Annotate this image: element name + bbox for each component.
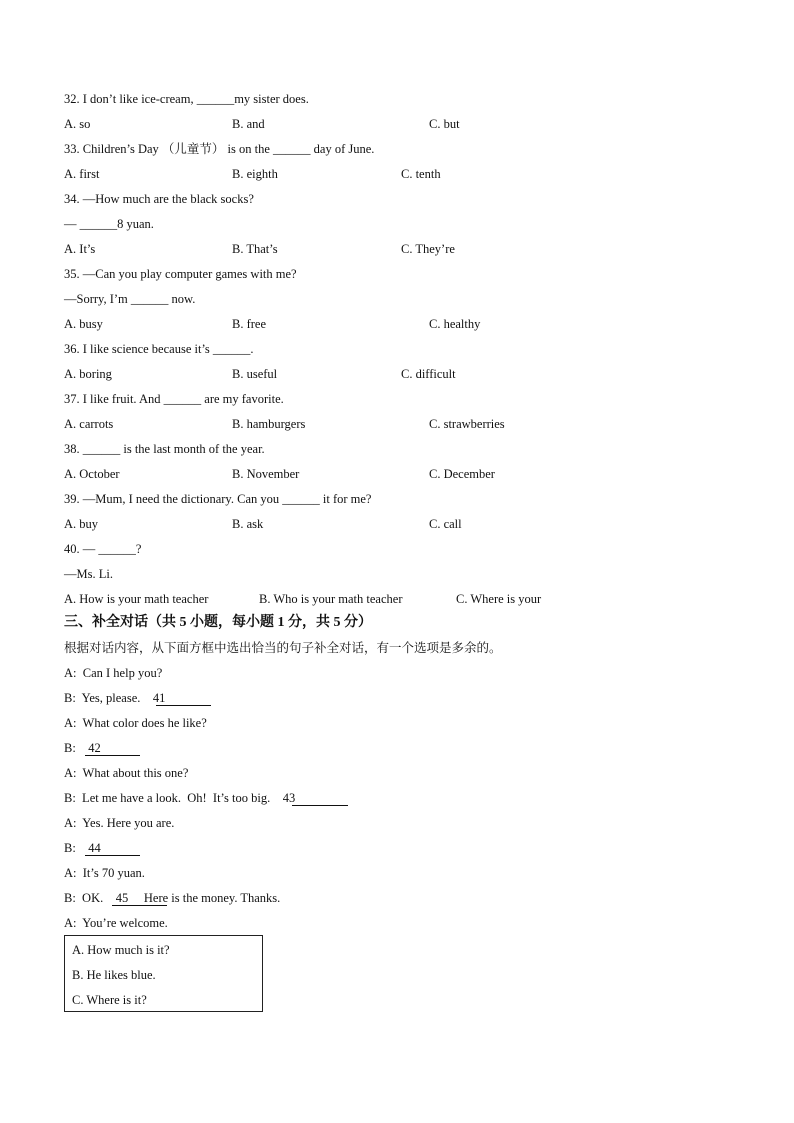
question-35-option-c: C. healthy <box>429 317 481 331</box>
dialogue-line-4: B: 42 <box>64 741 101 755</box>
question-37-stem: 37. I like fruit. And ______ are my favorite. <box>64 392 284 406</box>
question-38-option-c: C. December <box>429 467 495 481</box>
question-38-option-b: B. November <box>232 467 300 481</box>
question-39-stem: 39. —Mum, I need the dictionary. Can you ______ it for me? <box>64 492 372 506</box>
dialogue-line-8: B: 44 <box>64 841 101 855</box>
dialogue-line-9: A: It’s 70 yuan. <box>64 866 145 880</box>
question-32-option-a: A. so <box>64 117 91 131</box>
question-37-option-b: B. hamburgers <box>232 417 306 431</box>
section-3-instruction: 根据对话内容，从下面方框中选出恰当的句子补全对话，有一个选项是多余的。 <box>64 641 502 655</box>
question-33-stem: 33. Children’s Day （儿童节） is on the ______ day of June. <box>64 142 375 156</box>
dialogue-line-7: A: Yes. Here you are. <box>64 816 175 830</box>
blank-42-underline <box>85 755 140 756</box>
question-32-option-b: B. and <box>232 117 265 131</box>
question-36-option-b: B. useful <box>232 367 278 381</box>
choice-c: C. Where is it? <box>72 993 147 1007</box>
question-33-option-a: A. first <box>64 167 100 181</box>
question-34-option-a: A. It’s <box>64 242 96 256</box>
question-34-answer-line: — ______8 yuan. <box>64 217 154 231</box>
question-36-option-a: A. boring <box>64 367 112 381</box>
question-35-option-a: A. busy <box>64 317 103 331</box>
dialogue-line-1: A: Can I help you? <box>64 666 163 680</box>
question-33-option-b: B. eighth <box>232 167 278 181</box>
choice-a: A. How much is it? <box>72 943 170 957</box>
question-40-option-c: C. Where is your <box>456 592 542 606</box>
question-35-option-b: B. free <box>232 317 267 331</box>
section-3-title: 三、补全对话（共 5 小题，每小题 1 分，共 5 分） <box>64 615 372 630</box>
dialogue-line-5: A: What about this one? <box>64 766 189 780</box>
blank-43-underline <box>292 805 348 806</box>
question-39-option-c: C. call <box>429 517 462 531</box>
blank-44-underline <box>85 855 140 856</box>
question-38-stem: 38. ______ is the last month of the year. <box>64 442 265 456</box>
question-39-option-a: A. buy <box>64 517 99 531</box>
question-37-option-a: A. carrots <box>64 417 114 431</box>
dialogue-line-2: B: Yes, please. 41 <box>64 691 166 705</box>
dialogue-line-10: B: OK. 45 Here is the money. Thanks. <box>64 891 281 905</box>
blank-45-underline <box>112 905 167 906</box>
question-39-option-b: B. ask <box>232 517 264 531</box>
question-40-option-a: A. How is your math teacher <box>64 592 209 606</box>
dialogue-line-3: A: What color does he like? <box>64 716 207 730</box>
answer-choices-box <box>64 935 263 1012</box>
question-34-stem: 34. —How much are the black socks? <box>64 192 254 206</box>
blank-41-underline <box>156 705 211 706</box>
choice-b: B. He likes blue. <box>72 968 156 982</box>
dialogue-line-6: B: Let me have a look. Oh! It’s too big. 43 <box>64 791 296 805</box>
question-36-option-c: C. difficult <box>401 367 456 381</box>
question-36-stem: 36. I like science because it’s ______. <box>64 342 254 356</box>
question-32-stem: 32. I don’t like ice-cream, ______my sister does. <box>64 92 309 106</box>
question-33-option-c: C. tenth <box>401 167 441 181</box>
dialogue-line-11: A: You’re welcome. <box>64 916 168 930</box>
question-40-answer-line: —Ms. Li. <box>64 567 113 581</box>
question-34-option-b: B. That’s <box>232 242 278 256</box>
question-38-option-a: A. October <box>64 467 120 481</box>
question-32-option-c: C. but <box>429 117 460 131</box>
question-35-stem: 35. —Can you play computer games with me? <box>64 267 297 281</box>
question-40-stem: 40. — ______? <box>64 542 142 556</box>
question-35-answer-line: —Sorry, I’m ______ now. <box>64 292 196 306</box>
question-34-option-c: C. They’re <box>401 242 455 256</box>
question-40-option-b: B. Who is your math teacher <box>259 592 403 606</box>
question-37-option-c: C. strawberries <box>429 417 505 431</box>
